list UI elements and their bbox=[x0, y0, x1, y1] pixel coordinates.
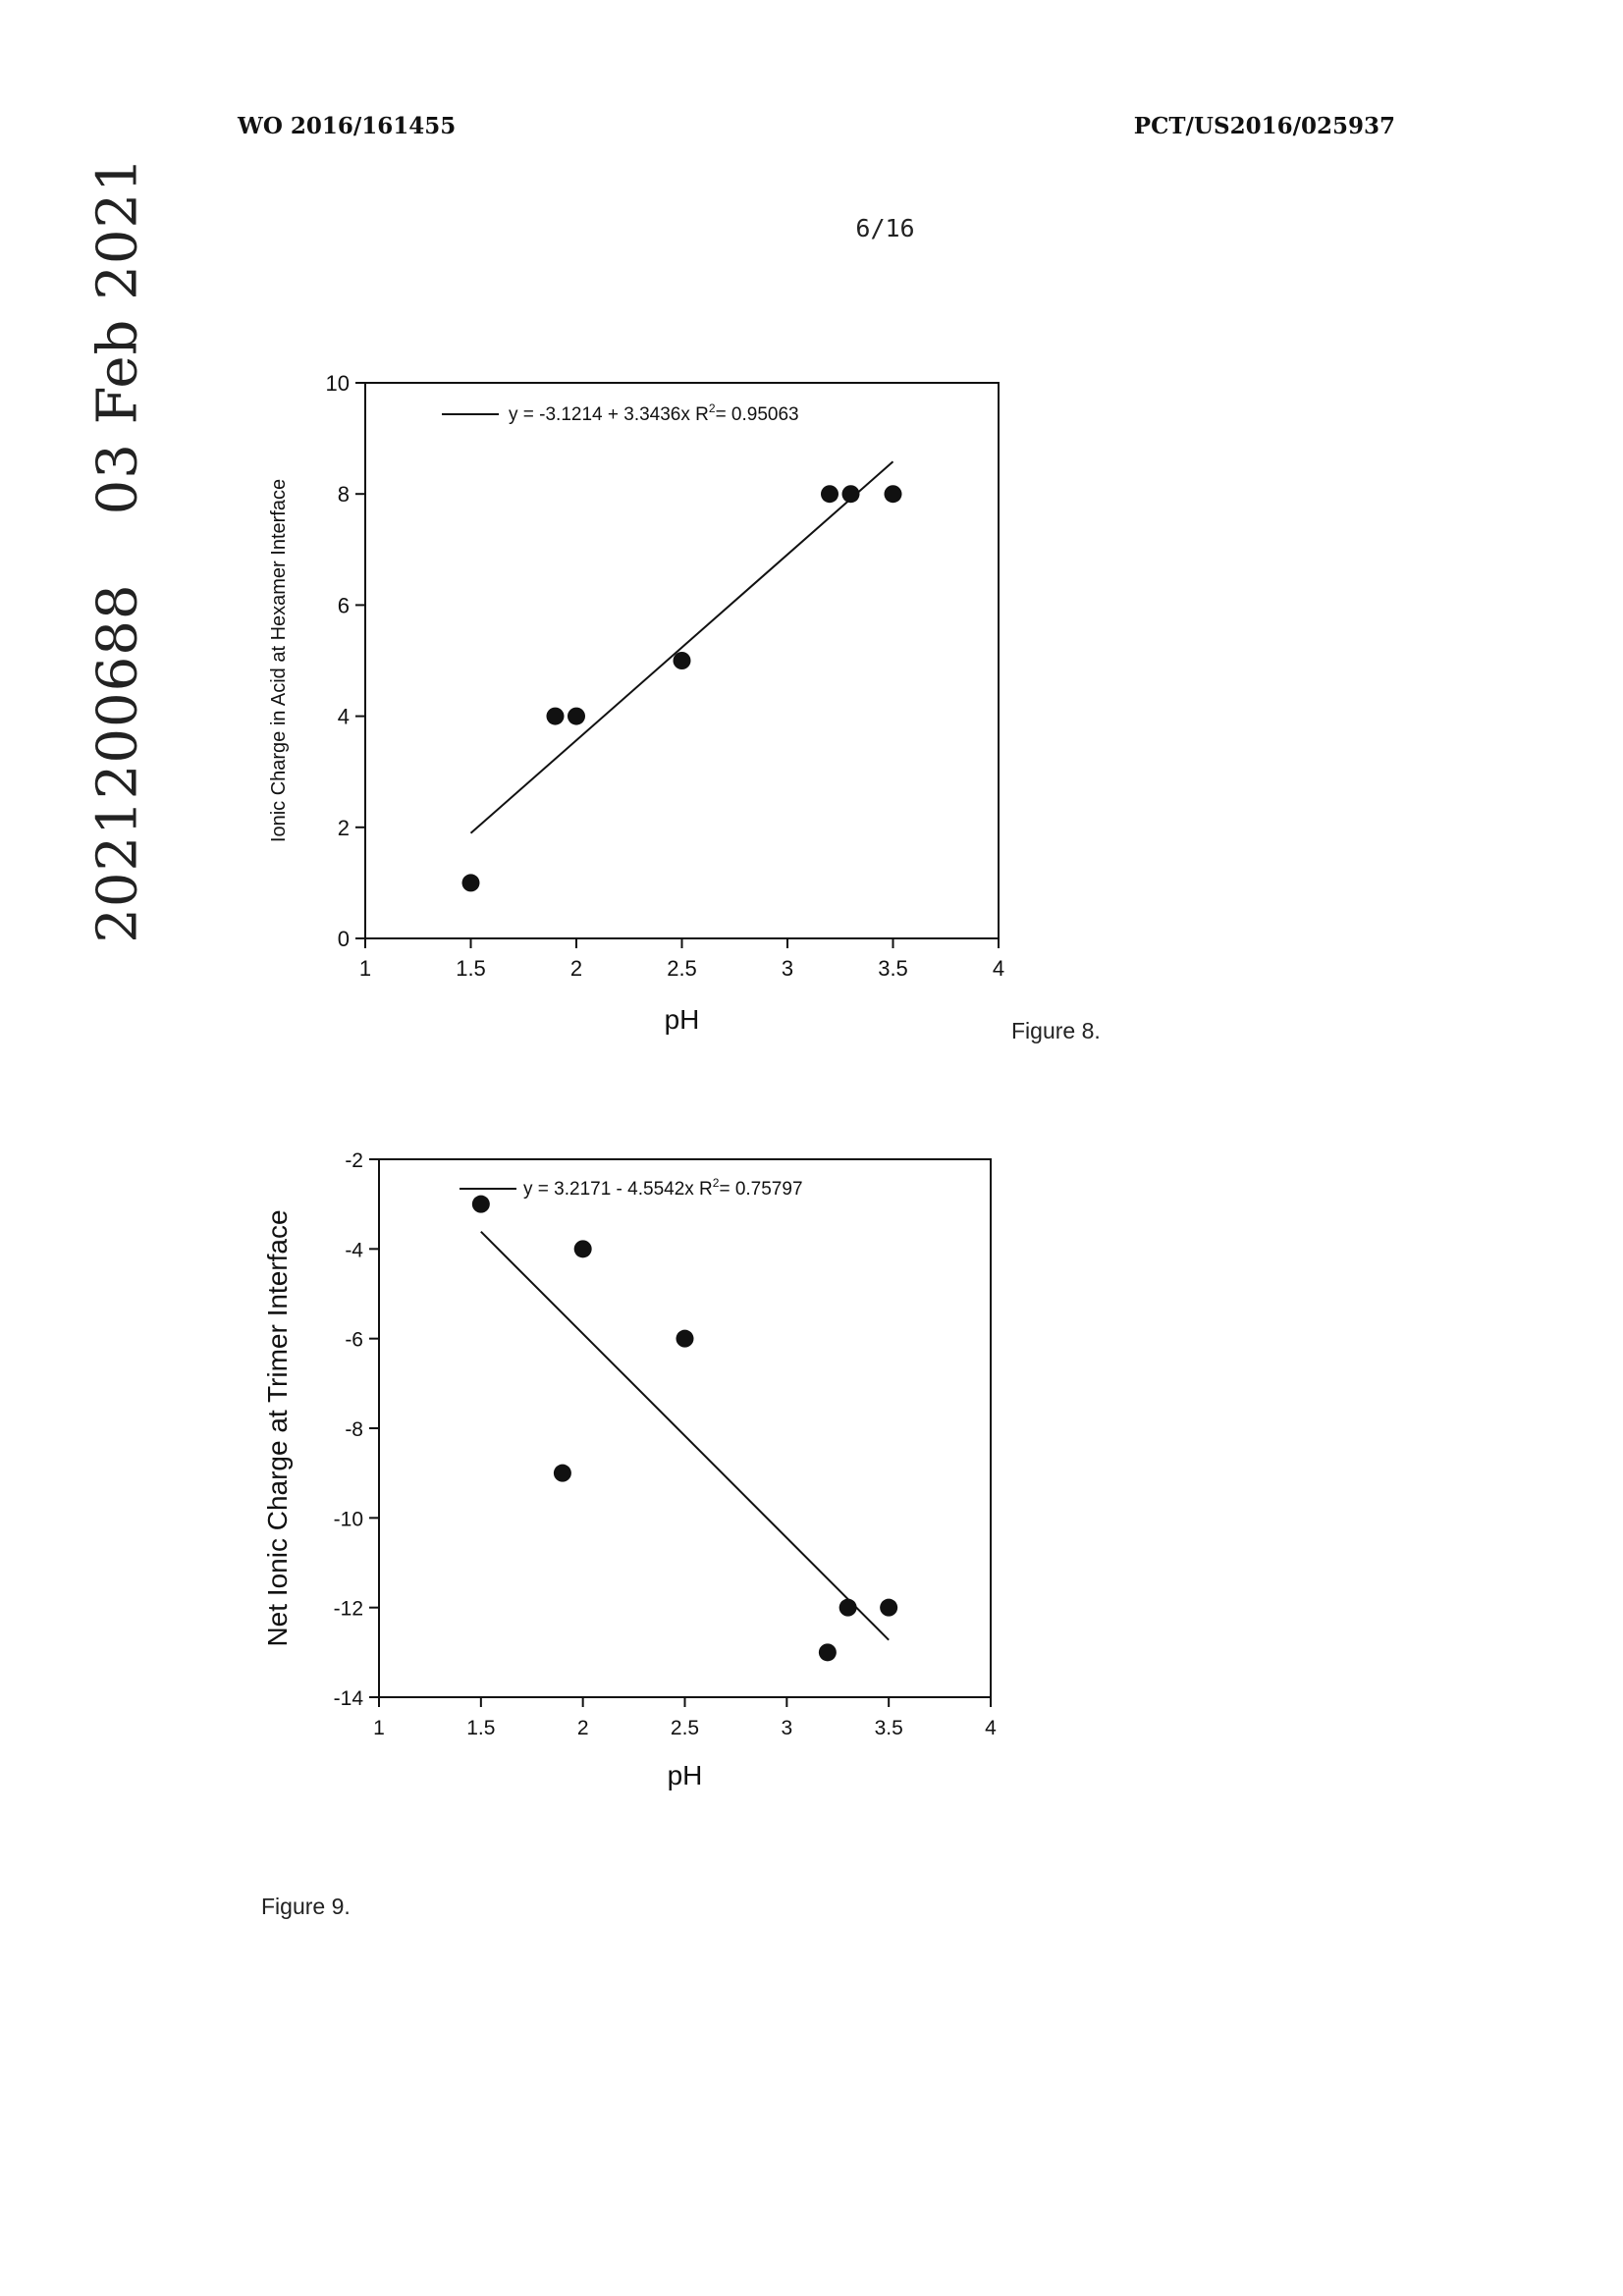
y-tick-label: 10 bbox=[325, 371, 350, 396]
application-number: PCT/US2016/025937 bbox=[1133, 113, 1395, 139]
data-point bbox=[819, 1643, 837, 1661]
y-tick-label: -8 bbox=[345, 1418, 363, 1441]
x-tick-label: 1.5 bbox=[456, 956, 486, 981]
y-tick-label: -14 bbox=[333, 1687, 363, 1710]
x-tick-label: 3 bbox=[781, 1717, 793, 1739]
legend-equation: y = -3.1214 + 3.3436x $R^2= 0.95063$ bbox=[509, 401, 799, 425]
data-point bbox=[462, 874, 480, 891]
figure-9-chart bbox=[262, 1149, 997, 1790]
x-tick-label: 1.5 bbox=[466, 1717, 496, 1739]
y-tick-label: -10 bbox=[333, 1508, 363, 1531]
data-point bbox=[880, 1599, 897, 1617]
data-point bbox=[842, 485, 860, 503]
y-tick-label: -6 bbox=[345, 1328, 363, 1352]
x-tick-label: 2 bbox=[569, 956, 583, 981]
y-tick-label: 2 bbox=[337, 815, 350, 840]
data-point bbox=[554, 1465, 571, 1482]
x-tick-label: 4 bbox=[992, 956, 1005, 981]
figure-8-chart bbox=[268, 371, 1004, 1035]
regression-line bbox=[471, 461, 893, 832]
x-axis-label: pH bbox=[667, 1760, 703, 1790]
publication-number: WO 2016/161455 bbox=[238, 113, 457, 139]
x-tick-label: 4 bbox=[985, 1717, 997, 1739]
x-tick-label: 3.5 bbox=[874, 1717, 903, 1739]
stamp-date: 03 Feb 2021 bbox=[85, 156, 150, 515]
y-tick-label: 8 bbox=[337, 482, 350, 507]
plot-frame bbox=[379, 1159, 991, 1697]
figure-8-caption: Figure 8. bbox=[1011, 1018, 1101, 1043]
x-tick-label: 2 bbox=[576, 1717, 589, 1739]
x-tick-label: 2.5 bbox=[667, 956, 697, 981]
regression-line bbox=[481, 1232, 889, 1640]
data-point bbox=[885, 485, 902, 503]
figure-9-caption: Figure 9. bbox=[261, 1894, 351, 1919]
data-point bbox=[574, 1240, 592, 1257]
x-tick-label: 2.5 bbox=[670, 1717, 700, 1739]
y-tick-label: 0 bbox=[337, 927, 350, 951]
y-tick-label: -12 bbox=[333, 1597, 363, 1621]
sheet-number: 6/16 bbox=[855, 214, 915, 242]
data-point bbox=[839, 1599, 857, 1617]
data-point bbox=[472, 1196, 490, 1213]
data-point bbox=[674, 652, 691, 669]
y-tick-label: 4 bbox=[337, 704, 350, 729]
x-tick-label: 3.5 bbox=[878, 956, 908, 981]
y-tick-label: -2 bbox=[345, 1149, 363, 1172]
x-tick-label: 1 bbox=[373, 1717, 385, 1739]
x-axis-label: pH bbox=[664, 1004, 700, 1035]
y-axis-label: Ionic Charge in Acid at Hexamer Interface bbox=[268, 478, 290, 843]
legend-equation: y = 3.2171 - 4.5542x $R^2= 0.75797$ bbox=[523, 1176, 803, 1200]
data-point bbox=[821, 485, 839, 503]
data-point bbox=[547, 708, 565, 725]
x-tick-label: 1 bbox=[358, 956, 372, 981]
y-axis-label: Net Ionic Charge at Trimer Interface bbox=[262, 1209, 293, 1647]
y-tick-label: 6 bbox=[337, 593, 350, 618]
data-point bbox=[568, 708, 585, 725]
x-tick-label: 3 bbox=[781, 956, 794, 981]
stamp-number: 2021200688 bbox=[85, 583, 150, 943]
data-point bbox=[676, 1330, 694, 1348]
y-tick-label: -4 bbox=[345, 1239, 363, 1262]
